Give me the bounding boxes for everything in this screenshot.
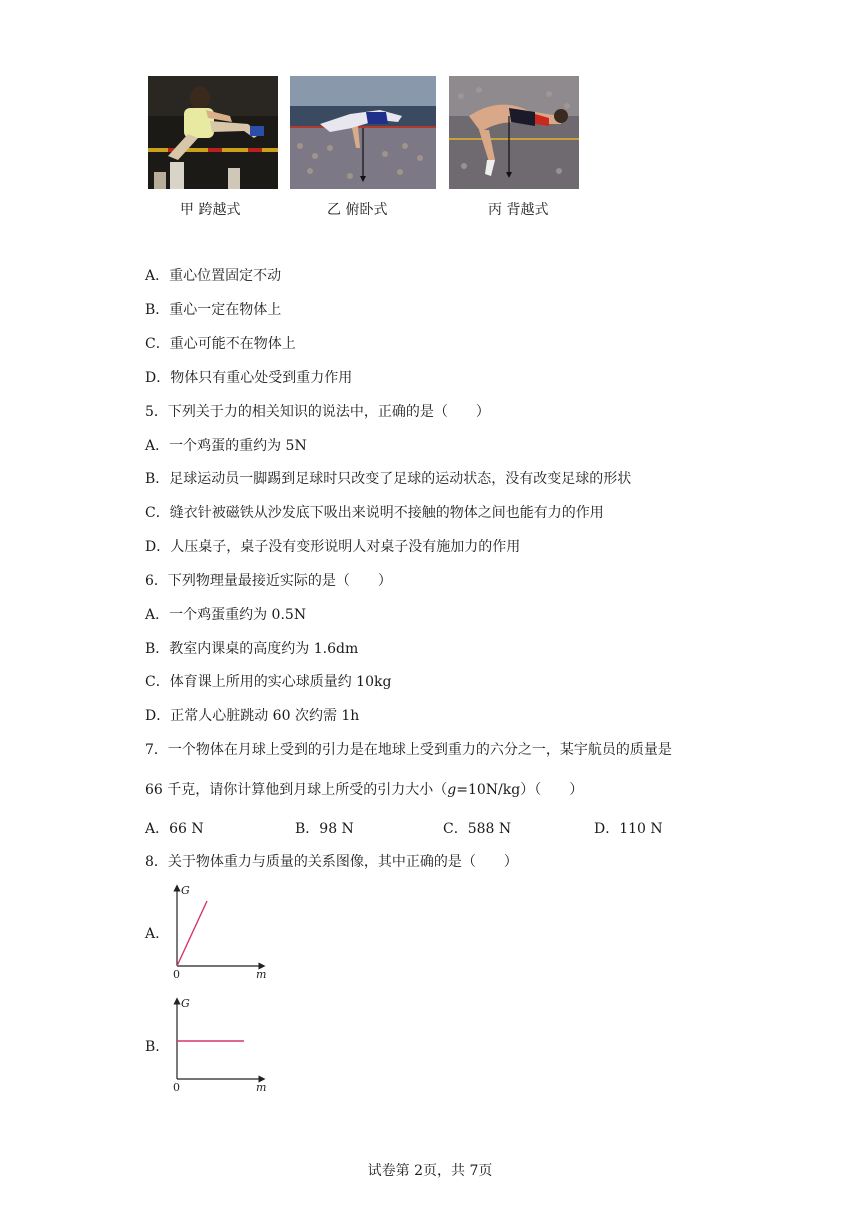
photo-back-jump: [449, 76, 579, 189]
q7-stem-line1: 7．一个物体在月球上受到的引力是在地球上受到重力的六分之一，某宇航员的质量是: [145, 742, 672, 758]
q4-option-c: C．重心可能不在物体上: [145, 336, 296, 352]
q7-stem-line2-b: =10N/kg）（ ）: [456, 782, 584, 798]
q7-option-b: B．98 N: [295, 821, 354, 837]
q8-graph-b-label: B.: [145, 1039, 160, 1055]
q7-option-a: A．66 N: [145, 821, 204, 837]
photo-roll-jump: [290, 76, 436, 189]
q4-option-a: A．重心位置固定不动: [145, 268, 282, 284]
caption-back: 丙 背越式: [488, 202, 549, 218]
q4-option-d: D．物体只有重心处受到重力作用: [145, 370, 353, 386]
caption-roll: 乙 俯卧式: [327, 202, 388, 218]
graph-a-x-label: m: [256, 968, 267, 980]
q6-stem: 6．下列物理量最接近实际的是（ ）: [145, 573, 392, 589]
q8-stem: 8．关于物体重力与质量的关系图像，其中正确的是（ ）: [145, 854, 518, 870]
graph-a-curve: [177, 901, 207, 966]
q5-option-a: A．一个鸡蛋的重约为 5N: [145, 438, 307, 454]
q5-option-d: D．人压桌子，桌子没有变形说明人对桌子没有施加力的作用: [145, 539, 521, 555]
graph-b-x-label: m: [256, 1081, 267, 1093]
q6-option-c: C．体育课上所用的实心球质量约 10kg: [145, 674, 392, 690]
q5-option-c: C．缝衣针被磁铁从沙发底下吸出来说明不接触的物体之间也能有力的作用: [145, 505, 604, 521]
q7-g-symbol: g: [447, 782, 457, 798]
q7-stem-line2: [145, 779, 583, 799]
q7-option-c: C．588 N: [443, 821, 512, 837]
q6-option-b: B．教室内课桌的高度约为 1.6dm: [145, 641, 359, 657]
page-footer: 试卷第 2页，共 7页: [367, 1163, 493, 1179]
q8-graph-b: [166, 993, 276, 1093]
q7-stem-line2-a: 66 千克，请你计算他到月球上所受的引力大小（: [145, 782, 448, 798]
q6-option-a: A．一个鸡蛋重约为 0.5N: [145, 607, 307, 623]
graph-b-y-label: G: [181, 997, 190, 1010]
graph-a-y-label: G: [181, 884, 190, 897]
q8-graph-a-label: A.: [145, 926, 160, 942]
q6-option-d: D．正常人心脏跳动 60 次约需 1h: [145, 708, 360, 724]
q7-option-d: D．110 N: [594, 821, 663, 837]
q5-option-b: B．足球运动员一脚踢到足球时只改变了足球的运动状态，没有改变足球的形状: [145, 471, 632, 487]
graph-a-origin: 0: [173, 968, 180, 980]
graph-b-origin: 0: [173, 1081, 180, 1093]
q5-stem: 5．下列关于力的相关知识的说法中，正确的是（ ）: [145, 404, 490, 420]
q8-graph-a: [166, 880, 276, 980]
photo-straddle-jump: [148, 76, 278, 189]
caption-straddle: 甲 跨越式: [180, 202, 241, 218]
q4-option-b: B．重心一定在物体上: [145, 302, 282, 318]
